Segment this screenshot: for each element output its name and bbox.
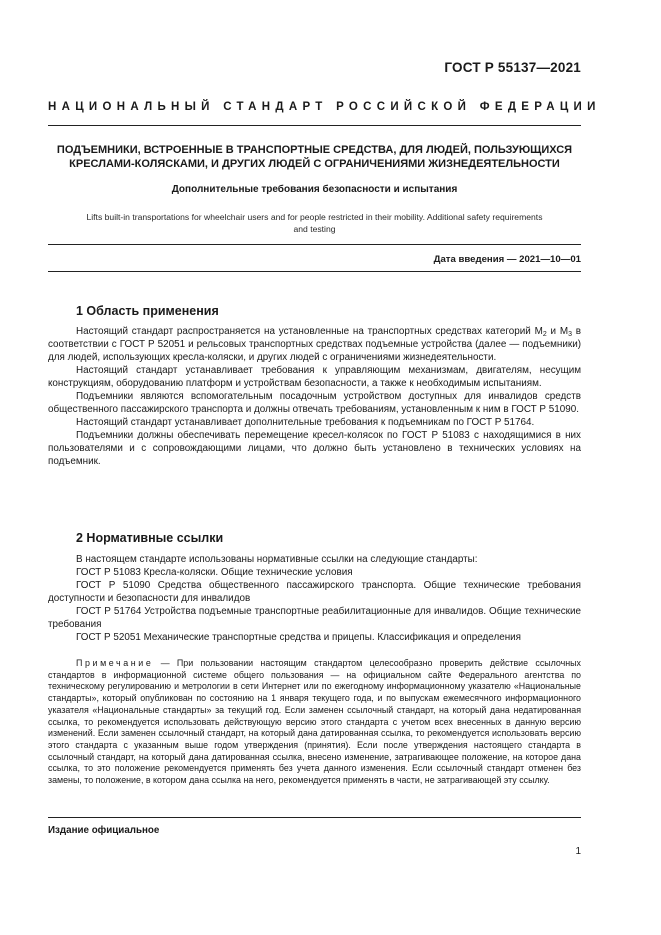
section-1-paragraph-3: Подъемники являются вспомогательным посадочным устройством доступных для инвалидов средств общественного пассажирского транспорта и должны отвечать требованиям, установленным к ним в ГОСТ Р 51090.	[48, 391, 581, 415]
page-number: 1	[575, 846, 581, 857]
section-1-paragraph-1: Настоящий стандарт распространяется на установленные на транспортных средствах категорий $М_2$ и $М_3$ в соответствии с ГОСТ Р 52051 и рельсовых транспортных средствах подъемные устройства (далее — подъемники) для людей, использующих кресла-коляски, и других людей с ограничениями жизнедеятельности.	[48, 326, 581, 363]
section-2-body	[48, 553, 581, 644]
section-2-intro: В настоящем стандарте использованы нормативные ссылки на следующие стандарты:	[76, 554, 478, 565]
english-title	[48, 211, 581, 235]
document-title	[48, 144, 581, 171]
reference-gost-52051: ГОСТ Р 52051 Механические транспортные средства и прицепы. Классификация и определения	[76, 632, 522, 643]
section-1-paragraph-5: Подъемники должны обеспечивать перемещение кресел-колясок по ГОСТ Р 51083 с находящимися в них пользователями и с сопровождающими лицами, что должно быть установлено в технических условиях на подъемник.	[48, 430, 581, 467]
note-label: Примечание	[76, 658, 154, 668]
introduction-date: Дата введения — 2021—10—01	[433, 254, 581, 265]
section-1-paragraph-4: Настоящий стандарт устанавливает дополнительные требования к подъемникам по ГОСТ Р 51764.	[76, 417, 535, 428]
english-title-line-2: and testing	[293, 224, 336, 234]
section-1-body	[48, 325, 581, 468]
national-standard-heading: НАЦИОНАЛЬНЫЙ СТАНДАРТ РОССИЙСКОЙ ФЕДЕРАЦИИ	[48, 101, 601, 113]
references-note	[48, 658, 581, 787]
official-edition-label: Издание официальное	[48, 825, 160, 836]
document-subtitle: Дополнительные требования безопасности и испытания	[171, 184, 458, 195]
date-divider	[48, 271, 581, 272]
standard-number: ГОСТ Р 55137—2021	[444, 60, 581, 75]
reference-gost-51090: ГОСТ Р 51090 Средства общественного пассажирского транспорта. Общие технические требования доступности и безопасности для инвалидов	[48, 580, 581, 604]
title-divider	[48, 244, 581, 245]
note-text: — При пользовании настоящим стандартом целесообразно проверить действие ссылочных стандартов в информационной системе общего пользования — на официальном сайте Федерального агентства по техническому регулированию и метрологии в сети Интернет или по ежегодному информационному указателю «Национальные стандарты», который опубликован по состоянию на 1 января текущего года, и по выпускам ежемесячного информационного указателя «Национальные стандарты» за текущий год. Если заменен ссылочный стандарт, на который дана недатированная ссылка, то рекомендуется использовать действующую версию этого стандарта с учетом всех внесенных в данную версию изменений. Если заменен ссылочный стандарт, на который дана датированная ссылка, то рекомендуется использовать версию этого стандарта с указанным выше годом утверждения (принятия). Если после утверждения настоящего стандарта в ссылочный стандарт, на который дана датированная ссылка, внесено изменение, затрагивающее положение, на которое дана ссылка, то это положение рекомендуется применять без учета данного изменения. Если ссылочный стандарт отменен без замены, то положение, в котором дана ссылка на него, рекомендуется применять в части, не затрагивающей эту ссылку.	[48, 658, 581, 786]
title-line-1: ПОДЪЕМНИКИ, ВСТРОЕННЫЕ В ТРАНСПОРТНЫЕ СРЕДСТВА, ДЛЯ ЛЮДЕЙ, ПОЛЬЗУЮЩИХСЯ	[56, 144, 573, 156]
english-title-line-1: Lifts built-in transportations for wheelchair users and for people restricted in their mobility. Additional safety requirements	[86, 212, 543, 222]
section-2-heading: 2 Нормативные ссылки	[76, 531, 224, 545]
reference-gost-51764: ГОСТ Р 51764 Устройства подъемные транспортные реабилитационные для инвалидов. Общие технические требования	[48, 606, 581, 630]
footer-divider	[48, 817, 581, 818]
title-line-2: КРЕСЛАМИ-КОЛЯСКАМИ, И ДРУГИХ ЛЮДЕЙ С ОГРАНИЧЕНИЯМИ ЖИЗНЕДЕЯТЕЛЬНОСТИ	[69, 157, 560, 170]
section-1-paragraph-2: Настоящий стандарт устанавливает требования к управляющим механизмам, двигателям, несущим конструкциям, оборудованию платформ и устройствам безопасности, а также к необходимым испытаниям.	[48, 365, 581, 389]
section-1-heading: 1 Область применения	[76, 304, 219, 318]
reference-gost-51083: ГОСТ Р 51083 Кресла-коляски. Общие технические условия	[76, 567, 353, 578]
header-divider	[48, 125, 581, 126]
